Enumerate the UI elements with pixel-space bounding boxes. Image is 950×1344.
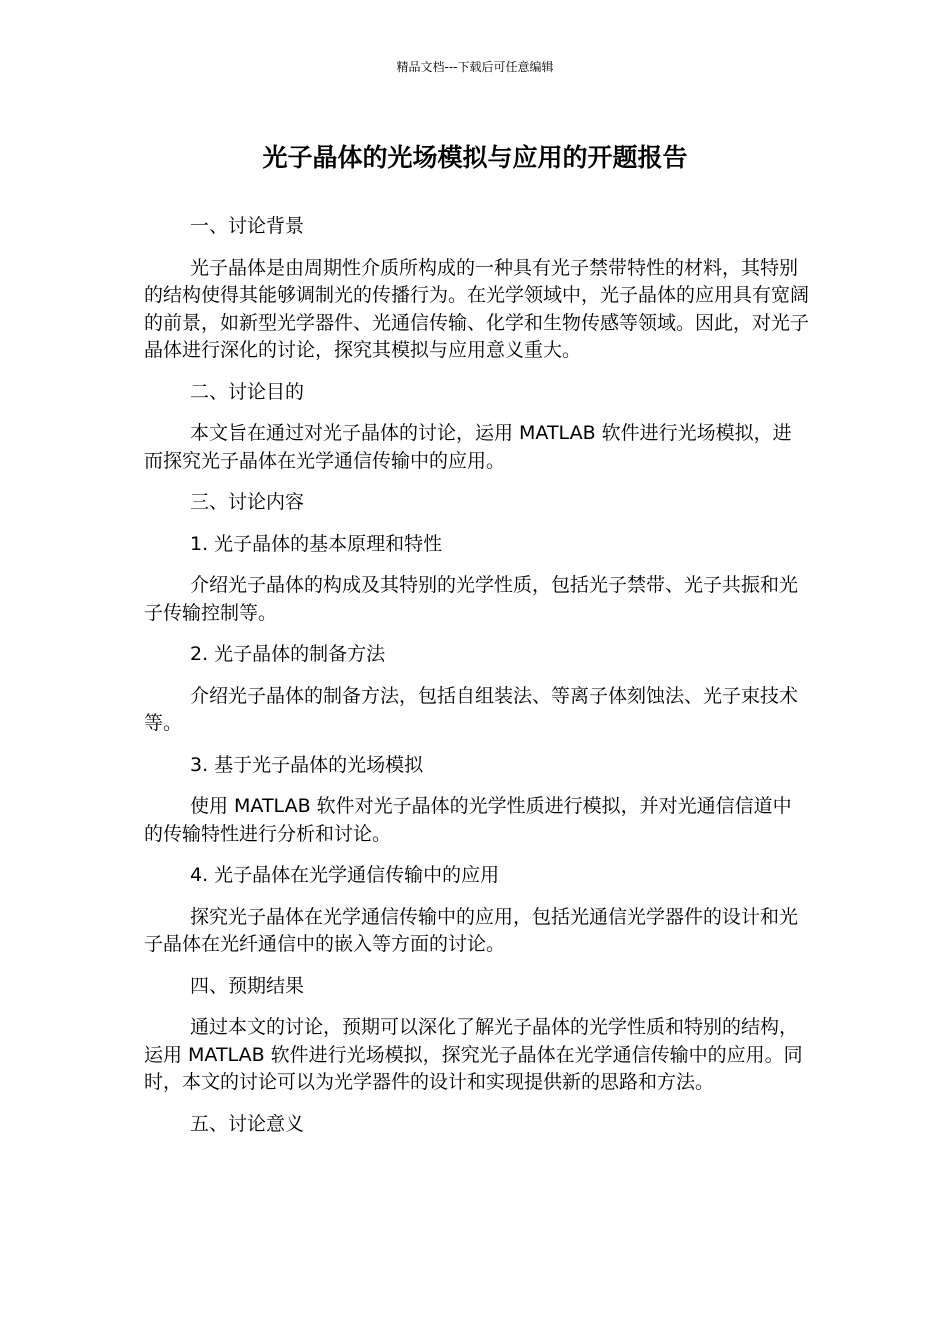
- document-body: [144, 213, 810, 1152]
- paragraph-fabrication: 介绍光子晶体的制备方法，包括自组装法、等离子体刻蚀法、光子束技术等。: [144, 684, 799, 734]
- paragraph-purpose: 本文旨在通过对光子晶体的讨论，运用 MATLAB 软件进行光场模拟，进而探究光子晶体在光学通信传输中的应用。: [144, 422, 792, 472]
- document-title: 光子晶体的光场模拟与应用的开题报告: [262, 143, 688, 172]
- subheading-simulation: 3. 基于光子晶体的光场模拟: [190, 753, 424, 776]
- header-note: 精品文档---下载后可任意编辑: [396, 60, 554, 74]
- section-heading-purpose: 二、讨论目的: [190, 380, 305, 403]
- paragraph-simulation: 使用 MATLAB 软件对光子晶体的光学性质进行模拟，并对光通信信道中的传输特性进行分析和讨论。: [144, 795, 792, 845]
- section-heading-significance: 五、讨论意义: [190, 1112, 305, 1135]
- paragraph-background: 光子晶体是由周期性介质所构成的一种具有光子禁带特性的材料，其特别的结构使得其能够调制光的传播行为。在光学领域中，光子晶体的应用具有宽阔的前景，如新型光学器件、光通信传输、化学和生物传感等领域。因此，对光子晶体进行深化的讨论，探究其模拟与应用意义重大。: [144, 256, 810, 361]
- paragraph-application: 探究光子晶体在光学通信传输中的应用，包括光通信光学器件的设计和光子晶体在光纤通信中的嵌入等方面的讨论。: [144, 905, 799, 955]
- subheading-principles: 1. 光子晶体的基本原理和特性: [190, 532, 443, 555]
- subheading-fabrication: 2. 光子晶体的制备方法: [190, 643, 386, 665]
- paragraph-principles: 介绍光子晶体的构成及其特别的光学性质，包括光子禁带、光子共振和光子传输控制等。: [144, 574, 799, 624]
- section-heading-content: 三、讨论内容: [190, 491, 305, 513]
- paragraph-expected-results: 通过本文的讨论，预期可以深化了解光子晶体的光学性质和特别的结构，运用 MATLAB 软件进行光场模拟，探究光子晶体在光学通信传输中的应用。同时，本文的讨论可以为光学器件的设计和实现提供新的思路和方法。: [144, 1016, 803, 1093]
- section-heading-background: 一、讨论背景: [190, 215, 305, 237]
- section-heading-expected-results: 四、预期结果: [190, 974, 305, 997]
- subheading-application: 4. 光子晶体在光学通信传输中的应用: [190, 864, 500, 886]
